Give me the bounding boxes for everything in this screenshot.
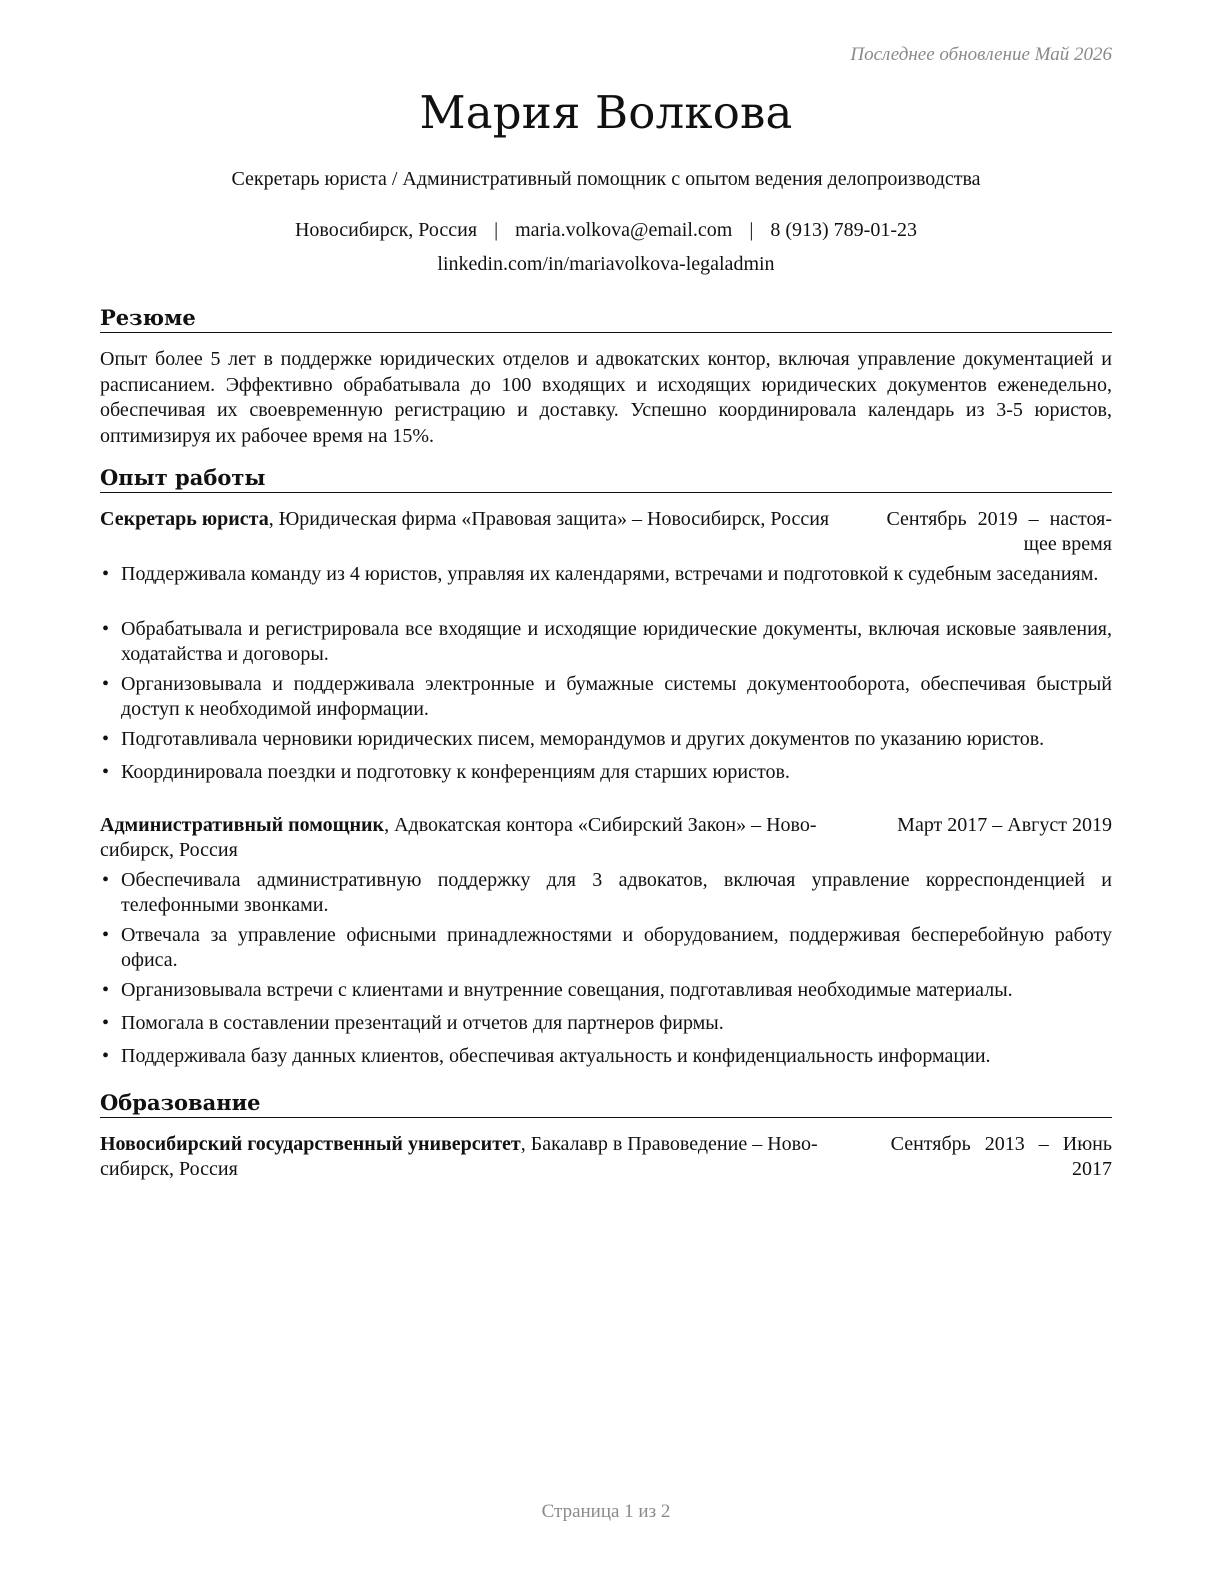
bullet-marker: • [102, 924, 110, 946]
contact-separator: | [494, 219, 499, 241]
bullet-marker: • [102, 673, 110, 695]
resume-page [100, 0, 1112, 1584]
job-role: Административный помощник [100, 814, 385, 836]
job-dates-line1: Сентябрь 2019 – настоя- [886, 508, 1112, 530]
education-dates-line1: Сентябрь 2013 – Июнь [890, 1133, 1112, 1155]
bullet-text: Помогала в составлении презентаций и отчетов для партнеров фирмы. [121, 1012, 724, 1034]
list-item [100, 978, 1112, 1003]
list-item [100, 760, 1112, 785]
bullet-text: Отвечала за управление офисными принадлежностями и оборудованием, поддерживая бесперебойную работу офиса. [121, 924, 1112, 971]
bullet-text: Подготавливала черновики юридических писем, меморандумов и других документов по указанию юристов. [121, 728, 1045, 750]
job-dates [886, 507, 1112, 557]
summary-text: Опыт более 5 лет в поддержке юридических отделов и адвокатских контор, включая управление документацией и расписанием. Эффективно обрабатывала до 100 входящих и исходящих юридических документов еженедельно, обеспечивая их своевременную регистрацию и доставку. Успешно координировала календарь из 3-5 юристов, оптимизируя их рабочее время на 15%. [100, 348, 1112, 447]
job-dates-line2: щее время [1023, 533, 1112, 555]
section-title-experience: Опыт работы [100, 465, 1112, 493]
education-title-line [100, 1132, 830, 1182]
education-degree: , Бакалавр в Правоведение – Ново- [520, 1133, 818, 1155]
education-line2: сибирск, Россия [100, 1158, 238, 1180]
education-entry [100, 1132, 1112, 1182]
job-employer-line2: сибирск, Россия [100, 839, 238, 861]
section-title-education: Образование [100, 1090, 1112, 1118]
list-item [100, 868, 1112, 918]
bullet-text: Координировала поездки и подготовку к конференциям для старших юристов. [121, 761, 790, 783]
list-item [100, 727, 1112, 752]
job-employer: , Адвокатская контора «Сибирский Закон» – Ново- [384, 814, 817, 836]
candidate-name: Мария Волкова [419, 86, 793, 139]
contact-location: Новосибирск, Россия [294, 219, 478, 241]
job-header-1 [100, 507, 1112, 557]
job-header-2 [100, 813, 1112, 863]
contact-email[interactable]: maria.volkova@email.com [515, 219, 733, 241]
contact-separator: | [749, 219, 754, 241]
candidate-subtitle: Секретарь юриста / Административный помощник с опытом ведения делопроизводства [231, 168, 981, 190]
list-item [100, 617, 1112, 667]
last-updated-note: Последнее обновление Май 2026 [850, 44, 1112, 65]
list-item [100, 1044, 1112, 1069]
education-dates [891, 1132, 1112, 1182]
bullet-text: Поддерживала базу данных клиентов, обеспечивая актуальность и конфиденциальность информации. [121, 1045, 991, 1067]
bullet-marker: • [102, 1045, 110, 1067]
contact-line [100, 219, 1112, 242]
list-item [100, 1011, 1112, 1036]
bullet-text: Обеспечивала административную поддержку для 3 адвокатов, включая управление корреспонденцией и телефонными звонками. [121, 869, 1112, 916]
job-title-line [100, 813, 870, 863]
bullet-marker: • [102, 1012, 110, 1034]
contact-phone: 8 (913) 789-01-23 [770, 219, 917, 241]
bullet-marker: • [102, 761, 110, 783]
bullet-text: Обрабатывала и регистрировала все входящие и исходящие юридические документы, включая исковые заявления, ходатайства и договоры. [121, 618, 1112, 665]
list-item [100, 923, 1112, 973]
contact-linkedin[interactable]: linkedin.com/in/mariavolkova-legaladmin [437, 253, 775, 275]
section-title-summary: Резюме [100, 305, 1112, 333]
bullet-marker: • [102, 979, 110, 1001]
bullet-text: Организовывала и поддерживала электронные и бумажные системы документооборота, обеспечивая быстрый доступ к необходимой информации. [121, 673, 1112, 720]
job-title-line [100, 507, 840, 532]
education-school: Новосибирский государственный университет [100, 1133, 521, 1155]
page-number: Страница 1 из 2 [541, 1501, 671, 1522]
job-employer: , Юридическая фирма «Правовая защита» – Новосибирск, Россия [268, 508, 830, 530]
job-role: Секретарь юриста [100, 508, 269, 530]
education-line1 [100, 1132, 830, 1157]
job-dates: Март 2017 – Август 2019 [897, 814, 1112, 836]
bullet-marker: • [102, 728, 110, 750]
bullet-marker: • [102, 563, 110, 585]
bullet-text: Организовывала встречи с клиентами и внутренние совещания, подготавливая необходимые материалы. [121, 979, 1013, 1001]
bullet-text: Поддерживала команду из 4 юристов, управляя их календарями, встречами и подготовкой к судебным заседаниям. [121, 563, 1099, 585]
job-title-line1 [100, 813, 870, 838]
list-item [100, 672, 1112, 722]
list-item [100, 562, 1112, 612]
education-dates-line2: 2017 [1072, 1158, 1112, 1180]
bullet-marker: • [102, 618, 110, 640]
bullet-marker: • [102, 869, 110, 891]
